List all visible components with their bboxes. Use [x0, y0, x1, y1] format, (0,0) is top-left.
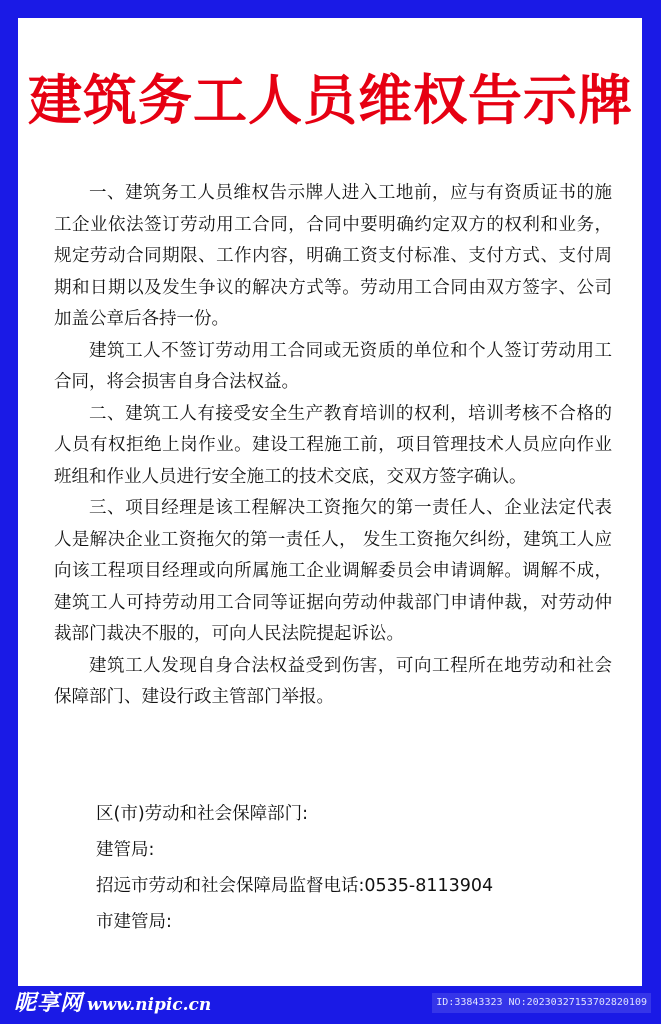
paragraph-report: 建筑工人发现自身合法权益受到伤害，可向工程所在地劳动和社会保障部门、建设行政主管部门举报。 [54, 655, 612, 707]
paragraph-safety-training: 二、建筑工人有接受安全生产教育培训的权利，培训考核不合格的人员有权拒绝上岗作业。建设工程施工前，项目管理技术人员应向作业班组和作业人员进行安全施工的技术交底，交双方签字确认。 [54, 403, 612, 487]
contact-supervision-phone: 招远市劳动和社会保障局监督电话:0535-8113904 [96, 876, 494, 896]
image-id-stamp: ID:33843323 NO:20230327153702820109 [432, 993, 651, 1013]
watermark-logo: 昵享网 [14, 990, 84, 1016]
paragraph-contract: 一、建筑务工人员维权告示牌人进入工地前，应与有资质证书的施工企业依法签订劳动用工合同，合同中要明确约定双方的权利和业务，规定劳动合同期限、工作内容，明确工资支付标准、支付方式、支付周期和日期以及发生争议的解决方式等。劳动用工合同由双方签字、公司加盖公章后各持一份。 [54, 183, 612, 329]
sign-title: 建筑务工人员维权告示牌 [28, 69, 633, 132]
contact-city-construction-bureau: 市建管局: [96, 912, 172, 932]
paragraph-contract-warning: 建筑工人不签订劳动用工合同或无资质的单位和个人签订劳动用工合同，将会损害自身合法权益。 [54, 340, 612, 392]
paragraph-wage-responsibility: 三、项目经理是该工程解决工资拖欠的第一责任人、企业法定代表人是解决企业工资拖欠的第一责任人， 发生工资拖欠纠纷，建筑工人应向该工程项目经理或向所属施工企业调解委员会申请调解。调解不成，建筑工人可持劳动用工合同等证据向劳动仲裁部门申请仲裁，对劳动仲裁部门裁决不服的，可向人民法院提起诉讼。 [54, 498, 612, 644]
watermark-url: www.nipic.cn [87, 995, 212, 1015]
contact-construction-bureau: 建管局: [96, 840, 155, 860]
sign-body [54, 178, 612, 714]
site-watermark [14, 988, 211, 1020]
contact-list [96, 796, 493, 940]
contact-labor-department: 区(市)劳动和社会保障部门: [96, 804, 309, 824]
